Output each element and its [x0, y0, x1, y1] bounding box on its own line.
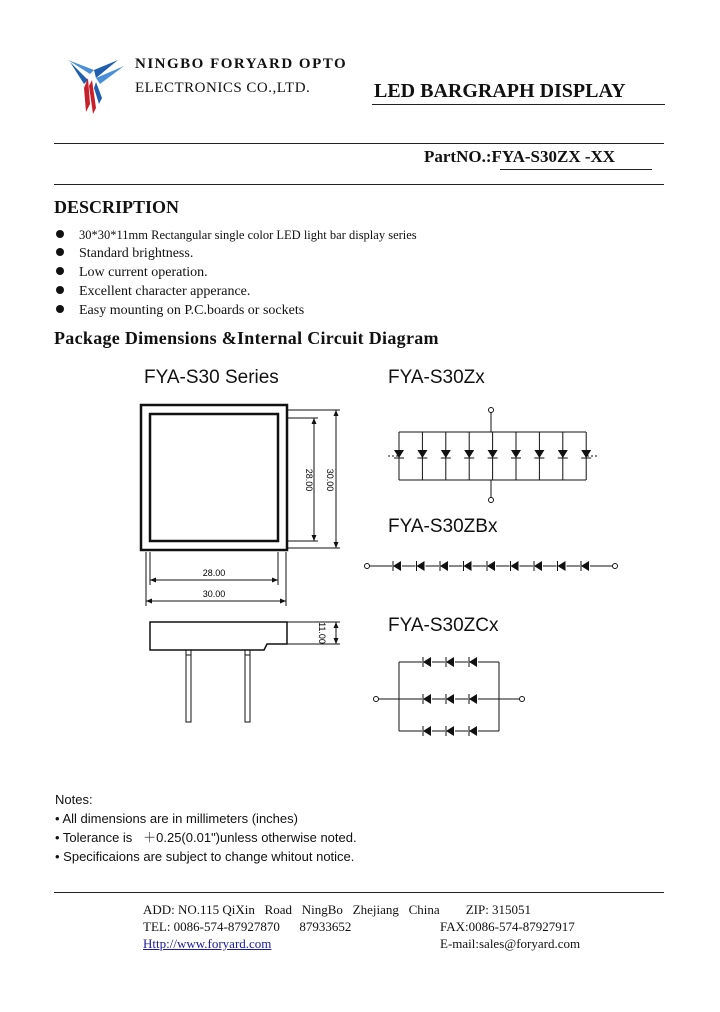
- description-heading: DESCRIPTION: [54, 197, 180, 217]
- footer-address: ADD: NO.115 QiXin Road NingBo Zhejiang China ZIP: 315051: [143, 902, 532, 917]
- dim-outer-width: 30.00: [202, 589, 226, 599]
- circuit-zcx-label: FYA-S30ZCx: [388, 615, 499, 636]
- description-item: Standard brightness.: [56, 246, 193, 262]
- footer-tel: TEL: 0086-574-87927870 87933652: [143, 919, 352, 934]
- dim-inner-height: 28.00: [304, 468, 314, 492]
- note-item: • Specificaions are subject to change whitout notice.: [55, 849, 355, 864]
- footer-fax: FAX:0086-574-87927917: [440, 919, 575, 934]
- description-item: Low current operation.: [56, 265, 208, 281]
- circuit-zx-label: FYA-S30Zx: [388, 367, 485, 388]
- note-item: • All dimensions are in millimeters (inches): [55, 811, 298, 826]
- notes-block: [55, 790, 357, 866]
- note-item: • Tolerance is ＋0.25(0.01")unless otherwise noted.: [55, 830, 357, 845]
- series-label: FYA-S30 Series: [144, 367, 279, 388]
- description-item: Easy mounting on P.C.boards or sockets: [56, 303, 304, 319]
- package-heading: Package Dimensions &Internal Circuit Diagram: [54, 328, 439, 348]
- dim-height: 11.00: [317, 622, 327, 644]
- dim-inner-width: 28.00: [202, 568, 226, 578]
- footer-website-link[interactable]: Http://www.foryard.com: [143, 936, 272, 951]
- notes-title: Notes:: [55, 792, 93, 807]
- part-number: PartNO.:FYA-S30ZX -XX: [424, 147, 616, 166]
- document-title: LED BARGRAPH DISPLAY: [374, 80, 626, 102]
- footer-rule: [54, 892, 664, 893]
- company-name-line2: ELECTRONICS CO.,LTD.: [135, 80, 311, 96]
- description-item: Excellent character apperance.: [56, 284, 250, 300]
- footer-email: E-mail:sales@foryard.com: [440, 936, 581, 951]
- circuit-zbx-label: FYA-S30ZBx: [388, 516, 498, 537]
- description-item: 30*30*11mm Rectangular single color LED light bar display series: [56, 228, 417, 244]
- company-name-line1: NINGBO FORYARD OPTO: [135, 56, 348, 72]
- dim-outer-height: 30.00: [325, 468, 335, 492]
